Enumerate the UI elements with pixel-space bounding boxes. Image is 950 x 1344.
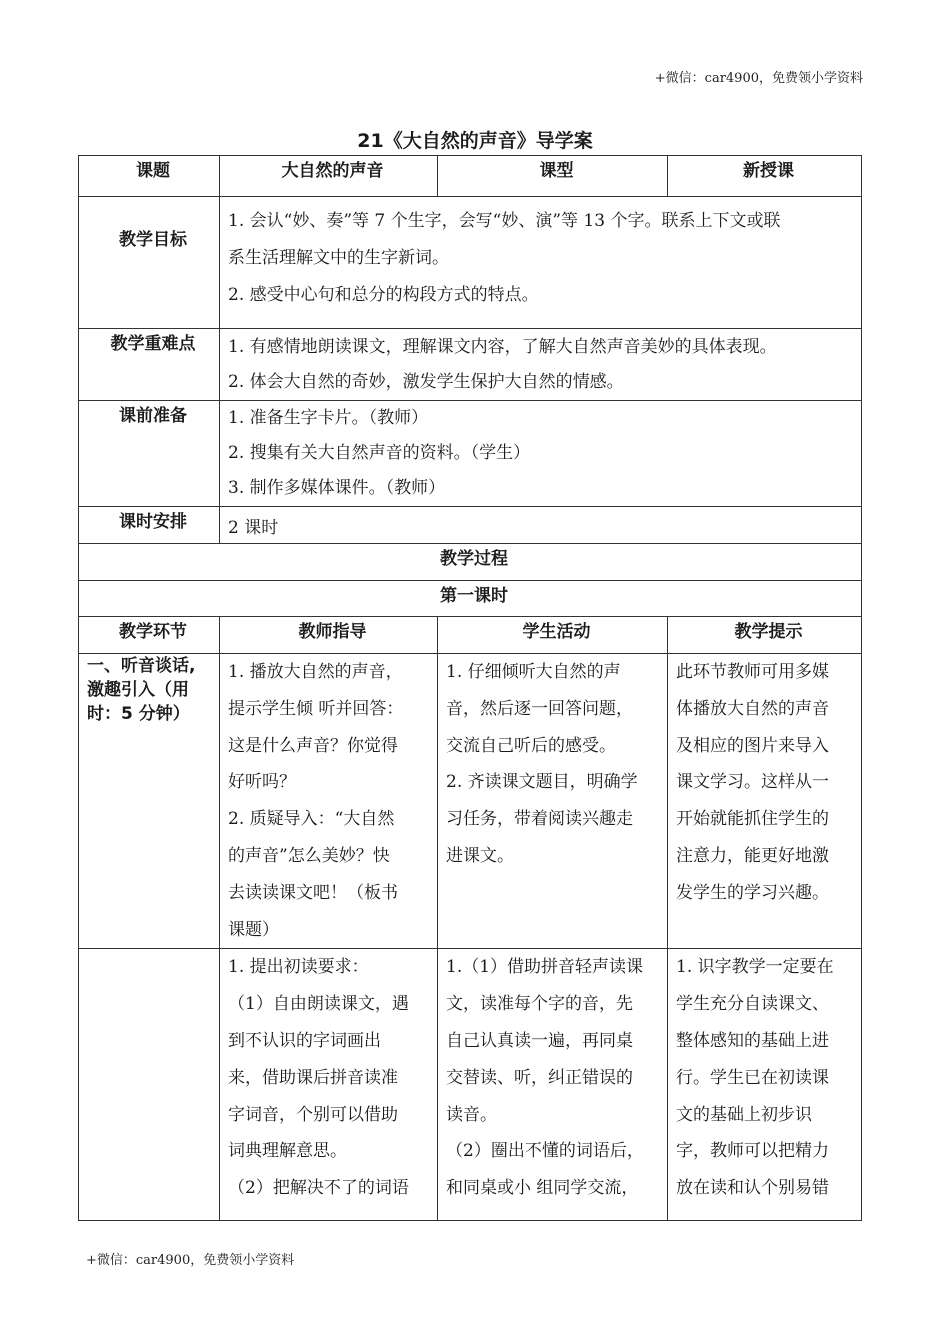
column-header-student: 学生活动 bbox=[438, 617, 668, 654]
stage1-tip-line: 注意力，能更好地激 bbox=[676, 845, 829, 866]
stage1-tip-line: 开始就能抓住学生的 bbox=[676, 809, 829, 830]
stage2-student-line: （2）圈出不懂的词语后， bbox=[446, 1141, 644, 1162]
stage2-label bbox=[79, 949, 220, 1221]
objectives-line: 2. 感受中心句和总分的构段方式的特点。 bbox=[228, 284, 539, 305]
header-row bbox=[79, 156, 862, 197]
stage1-tip bbox=[668, 654, 862, 949]
watermark-bottom: +微信：car4900，免费领小学资料 bbox=[86, 1253, 295, 1268]
key-points-label: 教学重难点 bbox=[79, 329, 220, 401]
stage1-student-line: 1. 仔细倾听大自然的声 bbox=[446, 662, 621, 682]
stage1-student-line: 进课文。 bbox=[446, 845, 514, 866]
schedule-label: 课时安排 bbox=[79, 507, 220, 544]
stage1-teacher-line: 去读读课文吧！（板书 bbox=[228, 882, 398, 903]
stage2-row bbox=[79, 949, 862, 1221]
stage2-teacher-line: 词典理解意思。 bbox=[228, 1141, 347, 1162]
preparation-label: 课前准备 bbox=[79, 401, 220, 507]
column-header-row bbox=[79, 617, 862, 654]
stage1-student-line: 音，然后逐一回答问题， bbox=[446, 698, 633, 719]
stage2-tip-line: 文的基础上初步识 bbox=[676, 1104, 812, 1125]
process-title-row bbox=[79, 544, 862, 581]
stage1-teacher-line: 课题） bbox=[228, 919, 279, 940]
stage2-teacher-line: 1. 提出初读要求： bbox=[228, 957, 369, 978]
topic-label: 课题 bbox=[79, 156, 220, 197]
objectives-line: 1. 会认“妙、奏”等 7 个生字，会写“妙、演”等 13 个字。联系上下文或联 bbox=[228, 211, 781, 231]
stage1-student-line: 习任务，带着阅读兴趣走 bbox=[446, 809, 633, 830]
stage2-student-line: 自己认真读一遍，再同桌 bbox=[446, 1030, 633, 1051]
stage2-student bbox=[438, 949, 668, 1221]
schedule-row bbox=[79, 507, 862, 544]
stage2-tip bbox=[668, 949, 862, 1221]
key-points-content bbox=[220, 329, 862, 401]
stage2-student-line: 1.（1）借助拼音轻声读课 bbox=[446, 957, 644, 978]
stage2-teacher-line: 来，借助课后拼音读准 bbox=[228, 1067, 398, 1088]
lesson-plan-table bbox=[78, 155, 862, 1221]
objectives-content bbox=[220, 197, 862, 329]
objectives-row bbox=[79, 197, 862, 329]
stage2-student-line: 和同桌或小 组同学交流， bbox=[446, 1178, 639, 1199]
stage2-tip-line: 1. 识字教学一定要在 bbox=[676, 957, 834, 978]
lesson-title: 第一课时 bbox=[79, 581, 862, 617]
watermark-top: +微信：car4900，免费领小学资料 bbox=[654, 71, 863, 86]
topic-value: 大自然的声音 bbox=[220, 156, 438, 197]
key-points-row bbox=[79, 329, 862, 401]
stage1-tip-line: 此环节教师可用多媒 bbox=[676, 662, 829, 682]
process-title: 教学过程 bbox=[79, 544, 862, 581]
stage2-student-line: 文，读准每个字的音，先 bbox=[446, 994, 633, 1015]
stage1-student-line: 交流自己听后的感受。 bbox=[446, 735, 616, 756]
stage2-teacher-line: （2）把解决不了的词语 bbox=[228, 1178, 409, 1199]
stage1-tip-line: 发学生的学习兴趣。 bbox=[676, 882, 829, 903]
stage2-tip-line: 行。学生已在初读课 bbox=[676, 1067, 829, 1088]
preparation-line: 3. 制作多媒体课件。（教师） bbox=[228, 478, 446, 498]
stage1-teacher-line: 好听吗？ bbox=[228, 772, 296, 793]
stage1-student bbox=[438, 654, 668, 949]
stage1-teacher bbox=[220, 654, 438, 949]
type-value: 新授课 bbox=[668, 156, 862, 197]
stage2-teacher-line: 到不认识的字词画出 bbox=[228, 1030, 381, 1051]
column-header-stage: 教学环节 bbox=[79, 617, 220, 654]
objectives-line: 系生活理解文中的生字新词。 bbox=[228, 247, 449, 268]
schedule-value: 2 课时 bbox=[220, 507, 862, 544]
stage1-teacher-line: 这是什么声音？你觉得 bbox=[228, 735, 398, 756]
objectives-label: 教学目标 bbox=[79, 197, 220, 329]
stage1-row bbox=[79, 654, 862, 949]
stage2-teacher-line: 字词音，个别可以借助 bbox=[228, 1104, 398, 1125]
column-header-teacher: 教师指导 bbox=[220, 617, 438, 654]
key-points-line: 2. 体会大自然的奇妙，激发学生保护大自然的情感。 bbox=[228, 372, 624, 392]
stage1-tip-line: 体播放大自然的声音 bbox=[676, 698, 829, 719]
stage1-teacher-line: 1. 播放大自然的声音， bbox=[228, 662, 403, 682]
stage1-student-line: 2. 齐读课文题目，明确学 bbox=[446, 772, 638, 793]
stage2-tip-line: 学生充分自读课文、 bbox=[676, 994, 829, 1015]
stage2-student-line: 读音。 bbox=[446, 1104, 497, 1125]
stage1-label-line: 时：5 分钟） bbox=[87, 704, 190, 724]
stage1-teacher-line: 提示学生倾 听并回答： bbox=[228, 698, 404, 719]
stage2-student-line: 交替读、听，纠正错误的 bbox=[446, 1067, 633, 1088]
preparation-row bbox=[79, 401, 862, 507]
stage2-tip-line: 整体感知的基础上进 bbox=[676, 1030, 829, 1051]
stage2-tip-line: 字，教师可以把精力 bbox=[676, 1141, 829, 1162]
page-title: 21《大自然的声音》导学案 bbox=[357, 130, 593, 152]
type-label: 课型 bbox=[438, 156, 668, 197]
stage1-label-line: 一、听音谈话, bbox=[87, 656, 196, 676]
preparation-line: 1. 准备生字卡片。（教师） bbox=[228, 408, 429, 428]
stage2-teacher-line: （1）自由朗读课文，遇 bbox=[228, 994, 409, 1015]
stage1-label-line: 激趣引入（用 bbox=[87, 680, 189, 700]
column-header-tip: 教学提示 bbox=[668, 617, 862, 654]
stage1-label bbox=[79, 654, 220, 949]
stage1-teacher-line: 2. 质疑导入：“大自然 bbox=[228, 809, 395, 830]
preparation-content bbox=[220, 401, 862, 507]
key-points-line: 1. 有感情地朗读课文，理解课文内容，了解大自然声音美妙的具体表现。 bbox=[228, 337, 777, 357]
preparation-line: 2. 搜集有关大自然声音的资料。（学生） bbox=[228, 443, 531, 463]
stage1-teacher-line: 的声音”怎么美妙？快 bbox=[228, 845, 390, 866]
stage2-tip-line: 放在读和认个别易错 bbox=[676, 1178, 829, 1199]
stage2-teacher bbox=[220, 949, 438, 1221]
stage1-tip-line: 课文学习。这样从一 bbox=[676, 772, 829, 793]
lesson-title-row bbox=[79, 581, 862, 617]
stage1-tip-line: 及相应的图片来导入 bbox=[676, 735, 829, 756]
